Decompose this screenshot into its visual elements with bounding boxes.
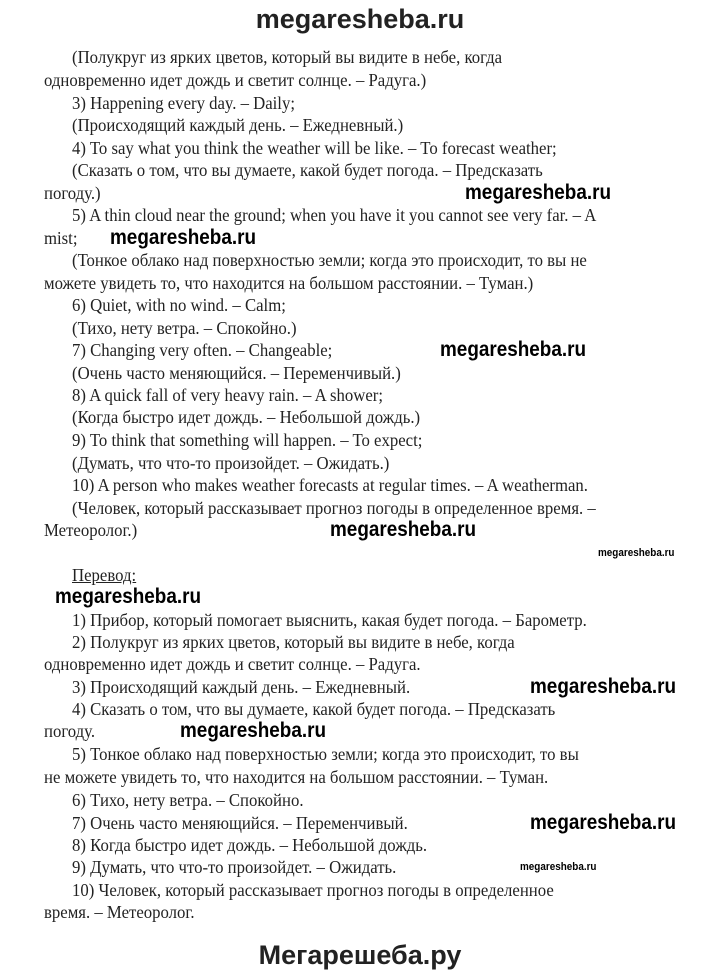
- text-line: 6) Тихо, нету ветра. – Спокойно.: [72, 790, 304, 810]
- text-line: 4) Сказать о том, что вы думаете, какой будет погода. – Предсказать: [72, 699, 556, 719]
- text-line: 3) Happening every day. – Daily;: [72, 93, 295, 113]
- text-line: (Тонкое облако над поверхностью земли; когда это происходит, то вы не: [72, 250, 587, 270]
- watermark: megaresheba.ru: [598, 547, 675, 559]
- text-line: можете увидеть то, что находится на большом расстоянии. – Туман.): [44, 273, 534, 293]
- text-line: (Очень часто меняющийся. – Переменчивый.): [72, 363, 401, 383]
- text-line: 7) Changing very often. – Changeable;: [72, 340, 333, 360]
- watermark: megaresheba.ru: [440, 338, 587, 361]
- text-line: 3) Происходящий каждый день. – Ежедневный.: [72, 677, 411, 697]
- text-line: (Сказать о том, что вы думаете, какой будет погода. – Предсказать: [72, 160, 543, 180]
- text-line: (Думать, что что-то произойдет. – Ожидать.): [72, 453, 390, 473]
- site-header: megaresheba.ru: [255, 4, 465, 34]
- text-line: погоду.): [44, 183, 101, 203]
- watermark: megaresheba.ru: [465, 181, 612, 204]
- text-line: одновременно идет дождь и светит солнце. – Радуга.): [44, 70, 427, 90]
- text-line: 5) Тонкое облако над поверхностью земли; когда это происходит, то вы: [72, 744, 579, 764]
- section-heading: Перевод:: [72, 565, 137, 585]
- text-line: 4) To say what you think the weather will be like. – To forecast weather;: [72, 138, 557, 158]
- watermark: megaresheba.ru: [530, 675, 677, 698]
- text-line: 9) Думать, что что-то произойдет. – Ожидать.: [72, 857, 397, 877]
- text-line: 10) Человек, который рассказывает прогноз погоды в определенное: [72, 880, 554, 900]
- text-line: 6) Quiet, with no wind. – Calm;: [72, 295, 286, 315]
- watermark: megaresheba.ru: [55, 585, 202, 608]
- text-line: одновременно идет дождь и светит солнце. – Радуга.: [44, 654, 421, 674]
- text-line: 1) Прибор, который помогает выяснить, какая будет погода. – Барометр.: [72, 610, 587, 630]
- text-line: (Тихо, нету ветра. – Спокойно.): [72, 318, 297, 338]
- text-line: 8) Когда быстро идет дождь. – Небольшой дождь.: [72, 835, 428, 855]
- text-line: 2) Полукруг из ярких цветов, который вы видите в небе, когда: [72, 632, 515, 652]
- site-footer: Мегарешеба.ру: [258, 940, 462, 970]
- text-line: (Полукруг из ярких цветов, который вы видите в небе, когда: [72, 47, 503, 67]
- text-line: 9) To think that something will happen. – To expect;: [72, 430, 423, 450]
- text-line: 7) Очень часто меняющийся. – Переменчивый.: [72, 813, 408, 833]
- watermark: megaresheba.ru: [530, 811, 677, 834]
- watermark: megaresheba.ru: [520, 861, 597, 873]
- text-line: (Когда быстро идет дождь. – Небольшой дождь.): [72, 407, 421, 427]
- text-line: 8) A quick fall of very heavy rain. – A shower;: [72, 385, 384, 405]
- text-line: (Происходящий каждый день. – Ежедневный.): [72, 115, 404, 135]
- watermark: megaresheba.ru: [110, 226, 257, 249]
- watermark: megaresheba.ru: [180, 719, 327, 742]
- text-line: 10) A person who makes weather forecasts at regular times. – A weatherman.: [72, 475, 588, 495]
- watermark: megaresheba.ru: [330, 518, 477, 541]
- text-line: mist;: [44, 228, 78, 248]
- text-line: (Человек, который рассказывает прогноз погоды в определенное время. –: [72, 498, 596, 518]
- text-line: Метеоролог.): [44, 520, 138, 540]
- text-line: погоду.: [44, 721, 96, 741]
- text-line: 5) A thin cloud near the ground; when you have it you cannot see very far. – A: [72, 205, 597, 225]
- text-line: не можете увидеть то, что находится на большом расстоянии. – Туман.: [44, 767, 549, 787]
- text-line: время. – Метеоролог.: [44, 902, 195, 922]
